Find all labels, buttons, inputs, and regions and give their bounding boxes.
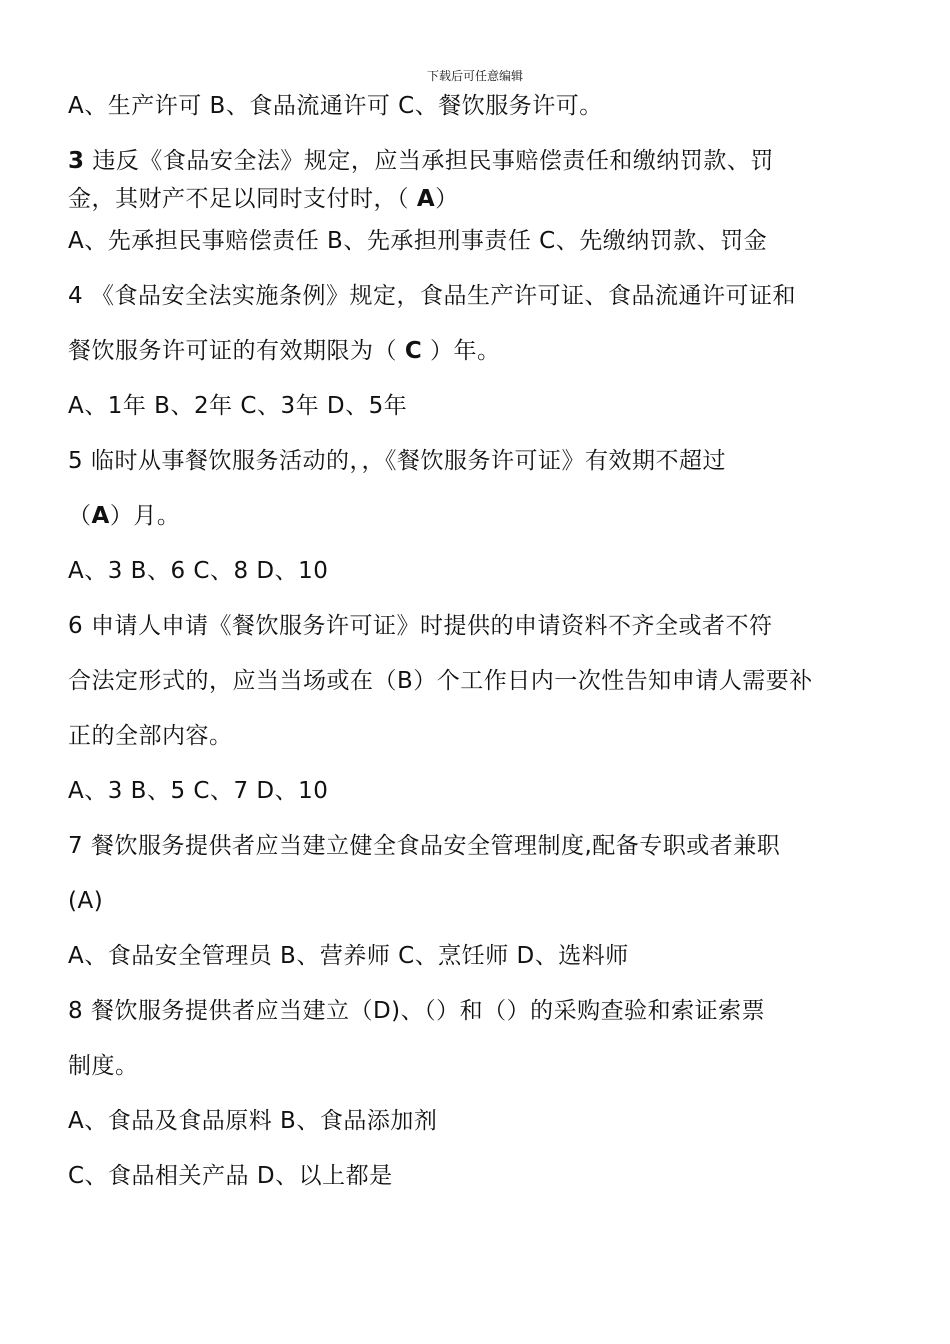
q5-stem-post: ）月。 [109,503,181,529]
q3-number: 3 [68,148,85,174]
q7-options: A、食品安全管理员 B、营养师 C、烹饪师 D、选料师 [68,943,629,969]
q5-answer: A [91,503,110,529]
q7-stem-line-2: (A) [68,888,104,914]
q4-stem-post: ）年。 [422,338,501,364]
q5-stem-pre: （ [68,503,92,529]
q2-options: A、生产许可 B、食品流通许可 C、餐饮服务许可。 [68,93,603,119]
q3-options: A、先承担民事赔偿责任 B、先承担刑事责任 C、先缴纳罚款、罚金 [68,228,768,254]
q6-stem-line-2: 合法定形式的，应当当场或在（B）个工作日内一次性告知申请人需要补 [68,668,813,694]
q3-stem-line-1 [68,146,774,176]
q6-options: A、3 B、5 C、7 D、10 [68,778,329,804]
q7-stem-line-1: 7 餐饮服务提供者应当建立健全食品安全管理制度,配备专职或者兼职 [68,833,781,859]
q3-stem-post: ） [435,186,459,212]
q4-options: A、1年 B、2年 C、3年 D、5年 [68,393,408,419]
q3-stem-line-2 [68,184,459,214]
q3-stem-pre: 金，其财产不足以同时支付时，（ [68,186,417,212]
q4-stem-pre: 餐饮服务许可证的有效期限为（ [68,338,405,364]
q8-stem-line-2: 制度。 [68,1053,139,1079]
q8-options-line-1: A、食品及食品原料 B、食品添加剂 [68,1108,438,1134]
q8-stem-line-1: 8 餐饮服务提供者应当建立（D)、（）和（）的采购查验和索证索票 [68,998,766,1024]
q6-stem-line-1: 6 申请人申请《餐饮服务许可证》时提供的申请资料不齐全或者不符 [68,613,773,639]
q4-answer: C [404,338,423,364]
q5-stem-line-1: 5 临时从事餐饮服务活动的，，《餐饮服务许可证》有效期不超过 [68,448,726,474]
q4-stem-line-2 [68,336,501,366]
q3-stem-text: 违反《食品安全法》规定，应当承担民事赔偿责任和缴纳罚款、罚 [84,148,774,174]
q6-stem-line-3: 正的全部内容。 [68,723,233,749]
page-header: 下载后可任意编辑 [426,69,523,83]
q3-answer: A [416,186,436,212]
q5-stem-line-2 [68,501,180,531]
q8-options-line-2: C、食品相关产品 D、以上都是 [68,1163,393,1189]
q5-options: A、3 B、6 C、8 D、10 [68,558,329,584]
q4-stem-line-1: 4 《食品安全法实施条例》规定，食品生产许可证、食品流通许可证和 [68,283,796,309]
